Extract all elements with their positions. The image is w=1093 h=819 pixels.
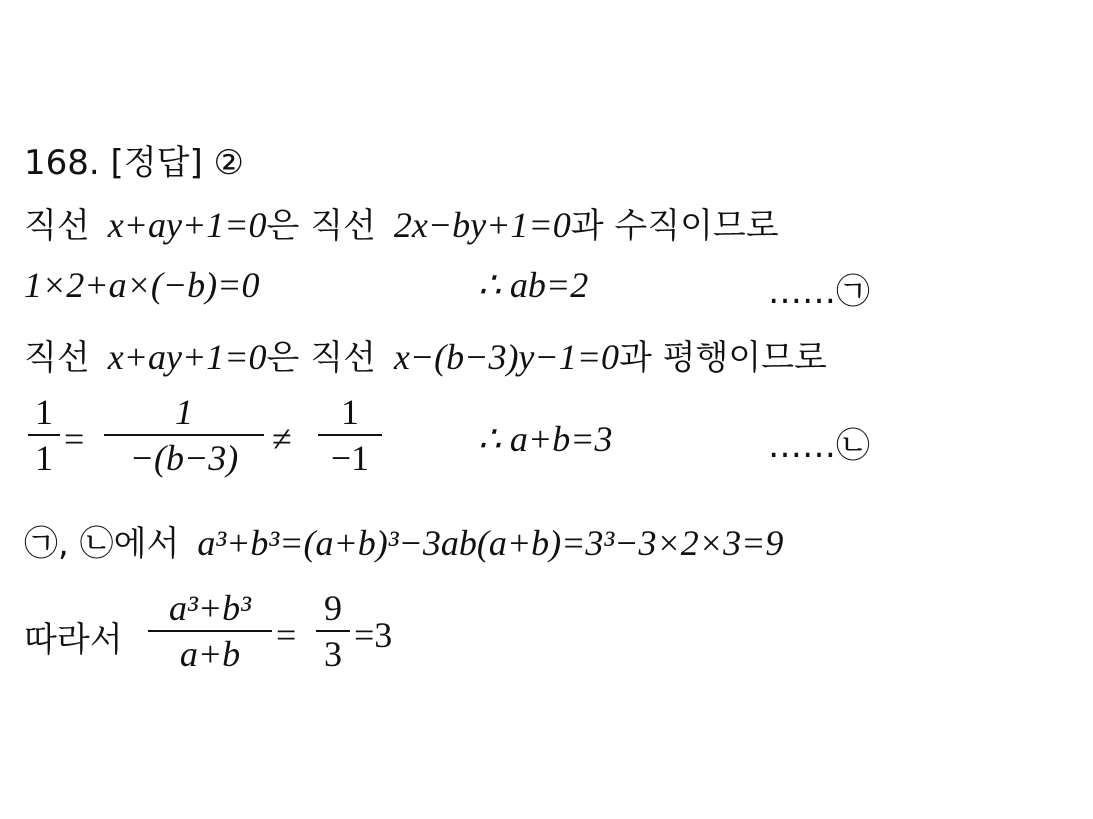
line2-therefore: ∴ ab=2 xyxy=(478,265,589,305)
line3-text-b: 은 직선 xyxy=(266,338,376,378)
line3-equation-1: x+ay+1=0 xyxy=(107,337,267,377)
line4-not-equal: ≠ xyxy=(272,419,292,459)
line1-text-c: 과 수직이므로 xyxy=(570,206,779,246)
line5-equation: a³+b³=(a+b)³−3ab(a+b)=3³−3×2×3=9 xyxy=(197,523,784,563)
line-1 xyxy=(24,198,779,247)
line2-mark: ……㉠ xyxy=(768,272,870,312)
fraction-numerator: 1 xyxy=(341,392,359,432)
fraction-bar xyxy=(104,434,264,436)
fraction-denominator: 3 xyxy=(324,634,342,674)
line6-result: =3 xyxy=(354,615,393,655)
fraction-bar xyxy=(148,630,272,632)
fraction-denominator: a+b xyxy=(179,634,241,674)
line6-prefix: 따라서 xyxy=(24,620,123,660)
fraction-bar xyxy=(316,630,350,632)
fraction-denominator: −1 xyxy=(330,438,370,478)
fraction-numerator: 9 xyxy=(324,588,342,628)
line6-fraction-1 xyxy=(148,588,272,674)
line-5 xyxy=(24,516,783,565)
fraction-numerator: a³+b³ xyxy=(169,588,251,628)
line1-equation-1: x+ay+1=0 xyxy=(107,205,267,245)
fraction-denominator: −(b−3) xyxy=(129,438,239,478)
fraction-bar xyxy=(28,434,60,436)
line1-text-a: 직선 xyxy=(24,206,90,246)
line4-mark: ……㉡ xyxy=(768,426,870,466)
line6-fraction-2 xyxy=(316,588,350,674)
line4-fraction-3 xyxy=(318,392,382,478)
problem-header: 168. [정답] ② xyxy=(24,143,245,183)
line2-equation: 1×2+a×(−b)=0 xyxy=(24,265,260,305)
line3-equation-2: x−(b−3)y−1=0 xyxy=(393,337,619,377)
line3-text-a: 직선 xyxy=(24,338,90,378)
fraction-numerator: 1 xyxy=(35,392,53,432)
fraction-denominator: 1 xyxy=(35,438,53,478)
line5-prefix: ㉠, ㉡에서 xyxy=(24,524,180,564)
line-3 xyxy=(24,330,827,379)
fraction-numerator: 1 xyxy=(175,392,193,432)
line1-equation-2: 2x−by+1=0 xyxy=(393,205,571,245)
line6-equals: = xyxy=(276,615,297,655)
line3-text-c: 과 평행이므로 xyxy=(619,338,827,378)
line1-text-b: 은 직선 xyxy=(266,206,376,246)
line4-fraction-1 xyxy=(28,392,60,478)
fraction-bar xyxy=(318,434,382,436)
line4-fraction-2 xyxy=(104,392,264,478)
line4-equals: = xyxy=(64,419,85,459)
line4-therefore: ∴ a+b=3 xyxy=(478,419,613,459)
